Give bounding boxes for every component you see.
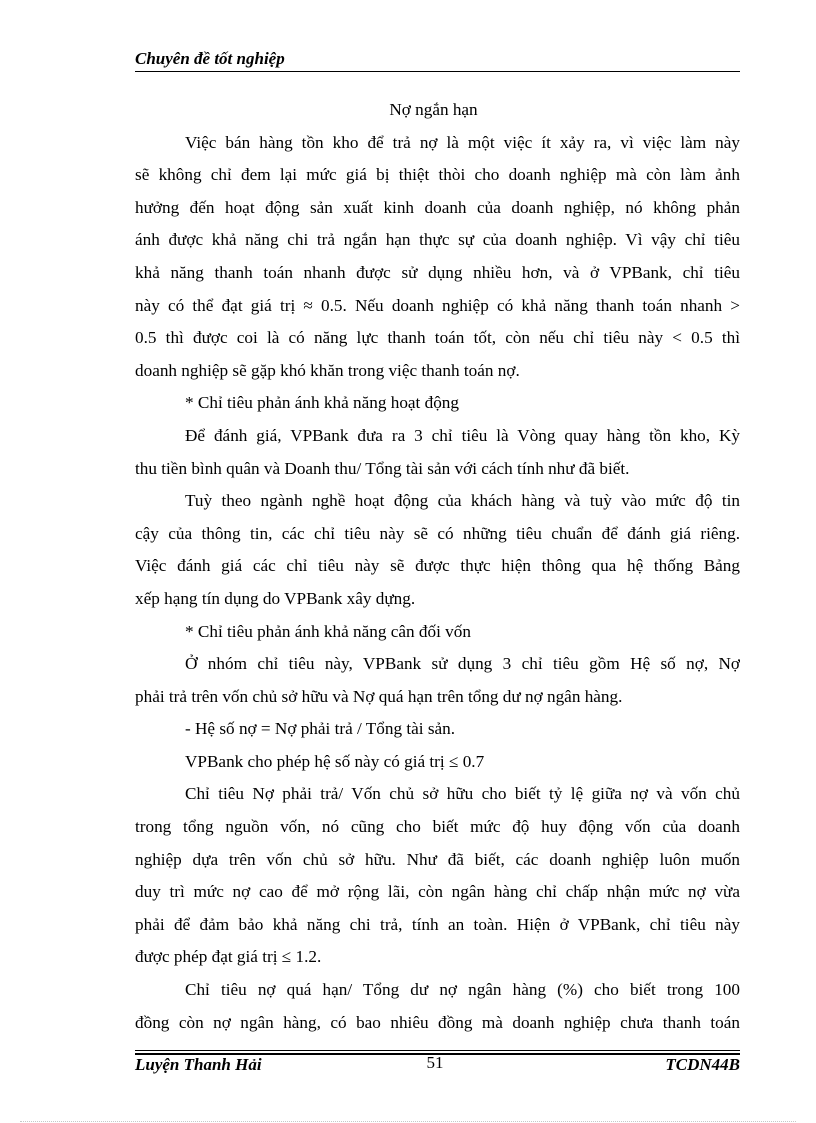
paragraph-line: Chỉ tiêu nợ quá hạn/ Tổng dư nợ ngân hàng (%) cho biết trong 100 xyxy=(185,980,740,1000)
paragraph-line: phải để đảm bảo khả năng chi trả, tính an toàn. Hiện ở VPBank, chỉ tiêu này xyxy=(135,914,740,934)
paragraph-line: đồng còn nợ ngân hàng, có bao nhiêu đồng mà doanh nghiệp chưa thanh toán xyxy=(135,1012,740,1032)
paragraph-line: được phép đạt giá trị ≤ 1.2. xyxy=(135,947,322,967)
paragraph-line: Việc bán hàng tồn kho để trả nợ là một việc ít xảy ra, vì việc làm này xyxy=(185,132,740,152)
paragraph-line: Ở nhóm chỉ tiêu này, VPBank sử dụng 3 chỉ tiêu gồm Hệ số nợ, Nợ xyxy=(185,654,740,674)
paragraph-line: 0.5 thì được coi là có năng lực thanh toán tốt, còn nếu chỉ tiêu này < 0.5 thì xyxy=(135,328,740,348)
formula-debt-ratio: - Hệ số nợ = Nợ phải trả / Tổng tài sản. xyxy=(185,719,456,739)
paragraph-line: phải trả trên vốn chủ sở hữu và Nợ quá hạn trên tổng dư nợ ngân hàng. xyxy=(135,686,623,706)
paragraph-line: thu tiền bình quân và Doanh thu/ Tổng tài sản với cách tính như đã biết. xyxy=(135,458,630,478)
paragraph-line: cậy của thông tin, các chỉ tiêu này sẽ có những tiêu chuẩn để đánh giá riêng. xyxy=(135,523,740,543)
paragraph-line: Việc đánh giá các chỉ tiêu này sẽ được thực hiện thông qua hệ thống Bảng xyxy=(135,556,740,576)
paragraph-line: Tuỳ theo ngành nghề hoạt động của khách hàng và tuỳ vào mức độ tin xyxy=(185,491,740,511)
footer-code: TCDN44B xyxy=(665,1055,740,1074)
footer-rule xyxy=(135,1050,740,1051)
paragraph-line: nghiệp dựa trên vốn chủ sở hữu. Như đã biết, các doanh nghiệp luôn muốn xyxy=(135,849,740,869)
section-heading-activity: * Chỉ tiêu phản ánh khả năng hoạt động xyxy=(185,393,459,413)
paragraph-line: sẽ không chỉ đem lại mức giá bị thiệt thòi cho doanh nghiệp mà còn làm ảnh xyxy=(135,165,740,185)
body-text xyxy=(135,94,740,1039)
paragraph-line: Để đánh giá, VPBank đưa ra 3 chỉ tiêu là Vòng quay hàng tồn kho, Kỳ xyxy=(185,425,740,445)
footer-author: Luyện Thanh Hải xyxy=(135,1055,262,1074)
page-number: 51 xyxy=(426,1053,444,1072)
text-line-debt-label: Nợ ngắn hạn xyxy=(389,100,478,119)
paragraph-line: ánh được khả năng chi trả ngắn hạn thực sự của doanh nghiệp. Vì vậy chỉ tiêu xyxy=(135,230,740,250)
paragraph-line: hưởng đến hoạt động sản xuất kinh doanh của doanh nghiệp, nó không phản xyxy=(135,197,740,217)
paragraph-line: doanh nghiệp sẽ gặp khó khăn trong việc thanh toán nợ. xyxy=(135,360,520,380)
paragraph-line: Chỉ tiêu Nợ phải trả/ Vốn chủ sở hữu cho biết tỷ lệ giữa nợ và vốn chủ xyxy=(185,784,740,804)
paragraph-line: duy trì mức nợ cao để mở rộng lãi, còn ngân hàng chỉ chấp nhận mức nợ vừa xyxy=(135,882,740,902)
paragraph-line: này có thể đạt giá trị ≈ 0.5. Nếu doanh nghiệp có khả năng thanh toán nhanh > xyxy=(135,295,740,315)
header-rule xyxy=(135,71,740,72)
section-heading-capital-balance: * Chỉ tiêu phản ánh khả năng cân đối vốn xyxy=(185,621,471,641)
paragraph-line: VPBank cho phép hệ số này có giá trị ≤ 0.7 xyxy=(185,751,485,771)
page-bottom-divider xyxy=(20,1121,796,1122)
header-title: Chuyên đề tốt nghiệp xyxy=(135,49,285,68)
paragraph-line: xếp hạng tín dụng do VPBank xây dựng. xyxy=(135,588,416,608)
paragraph-line: trong tổng nguồn vốn, nó cũng cho biết mức độ huy động vốn của doanh xyxy=(135,817,740,837)
paragraph-line: khả năng thanh toán nhanh được sử dụng nhiều hơn, và ở VPBank, chỉ tiêu xyxy=(135,262,740,282)
